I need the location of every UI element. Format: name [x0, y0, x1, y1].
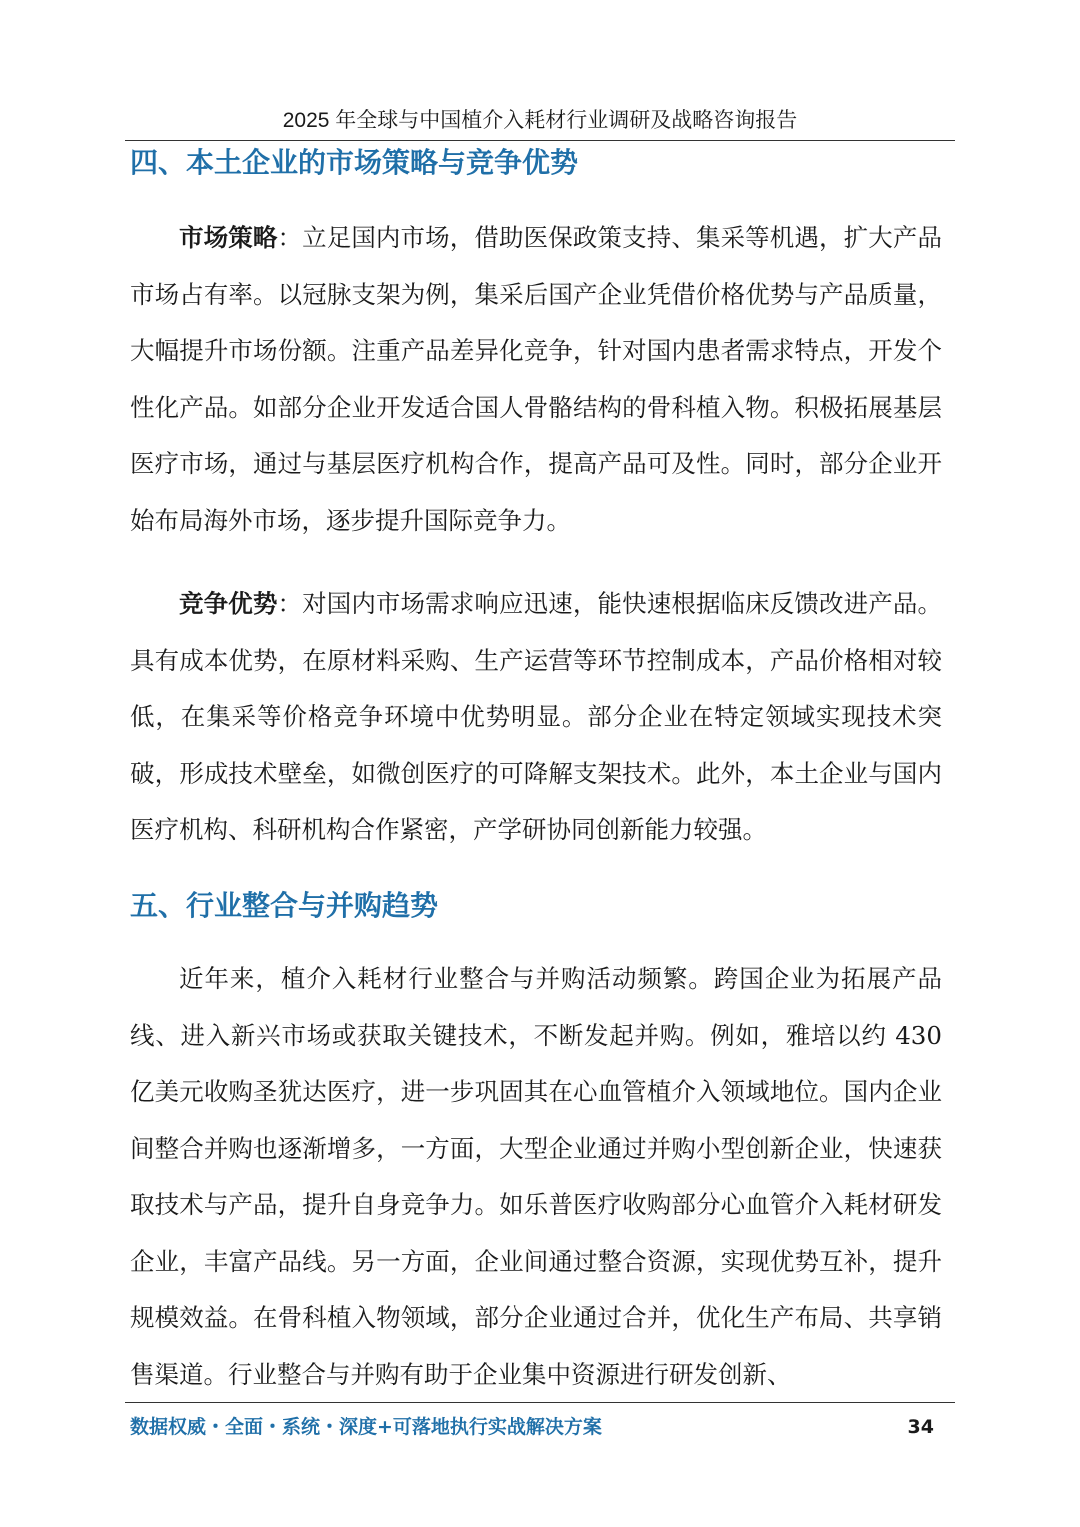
paragraph-competitive-advantage: [130, 576, 942, 859]
body-competitive-advantage: ：对国内市场需求响应迅速，能快速根据临床反馈改进产品。具有成本优势，在原材料采购、生产运营等环节控制成本，产品价格相对较低，在集采等价格竞争环境中优势明显。部分企业在特定领域实现技术突破，形成技术壁垒，如微创医疗的可降解支架技术。此外，本土企业与国内医疗机构、科研机构合作紧密，产学研协同创新能力较强。: [130, 589, 942, 844]
header-divider: [125, 140, 955, 141]
section-heading-consolidation: 五、行业整合与并购趋势: [130, 889, 439, 922]
section-heading-market-strategy: 四、本土企业的市场策略与竞争优势: [130, 146, 579, 179]
lead-market-strategy: 市场策略: [179, 223, 278, 252]
footer-slogan: 数据权威・全面・系统・深度+可落地执行实战解决方案: [130, 1416, 602, 1438]
lead-competitive-advantage: 竞争优势: [179, 589, 278, 618]
footer-divider: [125, 1402, 955, 1403]
body-market-strategy: ：立足国内市场，借助医保政策支持、集采等机遇，扩大产品市场占有率。以冠脉支架为例，集采后国产企业凭借价格优势与产品质量，大幅提升市场份额。注重产品差异化竞争，针对国内患者需求特点，开发个性化产品。如部分企业开发适合国人骨骼结构的骨科植入物。积极拓展基层医疗市场，通过与基层医疗机构合作，提高产品可及性。同时，部分企业开始布局海外市场，逐步提升国际竞争力。: [130, 223, 942, 535]
page-number: 34: [907, 1416, 934, 1438]
paragraph-consolidation: 近年来，植介入耗材行业整合与并购活动频繁。跨国企业为拓展产品线、进入新兴市场或获取关键技术，不断发起并购。例如，雅培以约 430 亿美元收购圣犹达医疗，进一步巩固其在心血管植介入领域地位。国内企业间整合并购也逐渐增多，一方面，大型企业通过并购小型创新企业，快速获取技术与产品，提升自身竞争力。如乐普医疗收购部分心血管介入耗材研发企业，丰富产品线。另一方面，企业间通过整合资源，实现优势互补，提升规模效益。在骨科植入物领域，部分企业通过合并，优化生产布局、共享销售渠道。行业整合与并购有助于企业集中资源进行研发创新、: [130, 964, 942, 1389]
page-header-title: 2025 年全球与中国植介入耗材行业调研及战略咨询报告: [282, 109, 798, 132]
paragraph-market-strategy: [130, 210, 942, 549]
